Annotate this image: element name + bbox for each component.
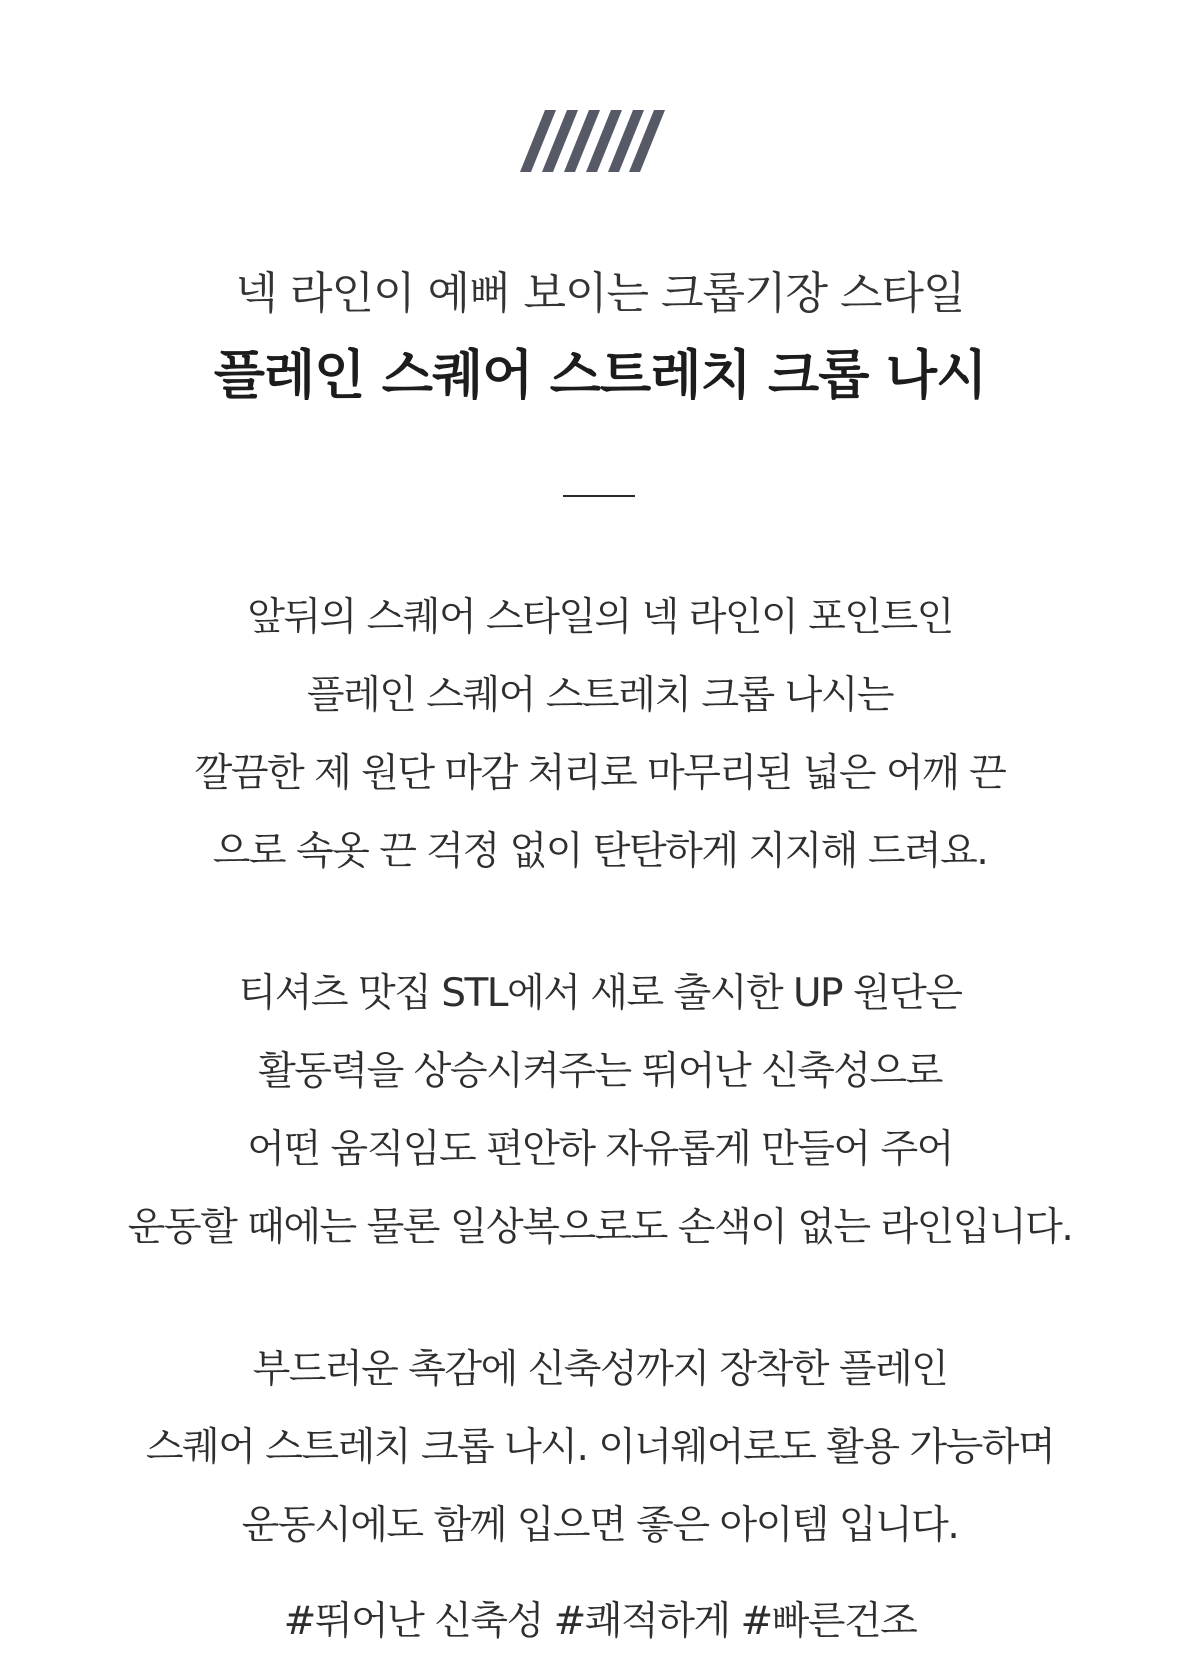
description-line: 활동력을 상승시켜주는 뛰어난 신축성으로 (258, 1049, 942, 1094)
description-line: 깔끔한 제 원단 마감 처리로 마무리된 넓은 어깨 끈 (194, 751, 1006, 796)
description-line: 부드러운 촉감에 신축성까지 장착한 플레인 (252, 1347, 948, 1392)
product-subtitle: 넥 라인이 예뻐 보이는 크롭기장 스타일 (235, 268, 965, 319)
description-line: 티셔츠 맛집 STL에서 새로 출시한 UP 원단은 (238, 971, 962, 1016)
description-paragraph-3 (0, 1331, 1200, 1565)
description-paragraph-1 (0, 579, 1200, 891)
title-divider (563, 495, 635, 497)
description-paragraph-2 (0, 955, 1200, 1267)
description-line: 운동시에도 함께 입으면 좋은 아이템 입니다. (241, 1503, 959, 1548)
description-line: 앞뒤의 스퀘어 스타일의 넥 라인이 포인트인 (247, 595, 953, 640)
description-line: 으로 속옷 끈 걱정 없이 탄탄하게 지지해 드려요. (212, 829, 988, 874)
product-title: 플레인 스퀘어 스트레치 크롭 나시 (213, 345, 987, 406)
description-line: 플레인 스퀘어 스트레치 크롭 나시는 (306, 673, 894, 718)
description-line: 어떤 움직임도 편안하 자유롭게 만들어 주어 (247, 1127, 953, 1172)
hashtag-line: #뛰어난 신축성 #쾌적하게 #빠른건조 (283, 1599, 917, 1644)
description-line: 스퀘어 스트레치 크롭 나시. 이너웨어로도 활용 가능하며 (145, 1425, 1055, 1470)
diagonal-stripes-logo (520, 110, 665, 172)
description-line: 운동할 때에는 물론 일상복으로도 손색이 없는 라인입니다. (127, 1205, 1073, 1250)
